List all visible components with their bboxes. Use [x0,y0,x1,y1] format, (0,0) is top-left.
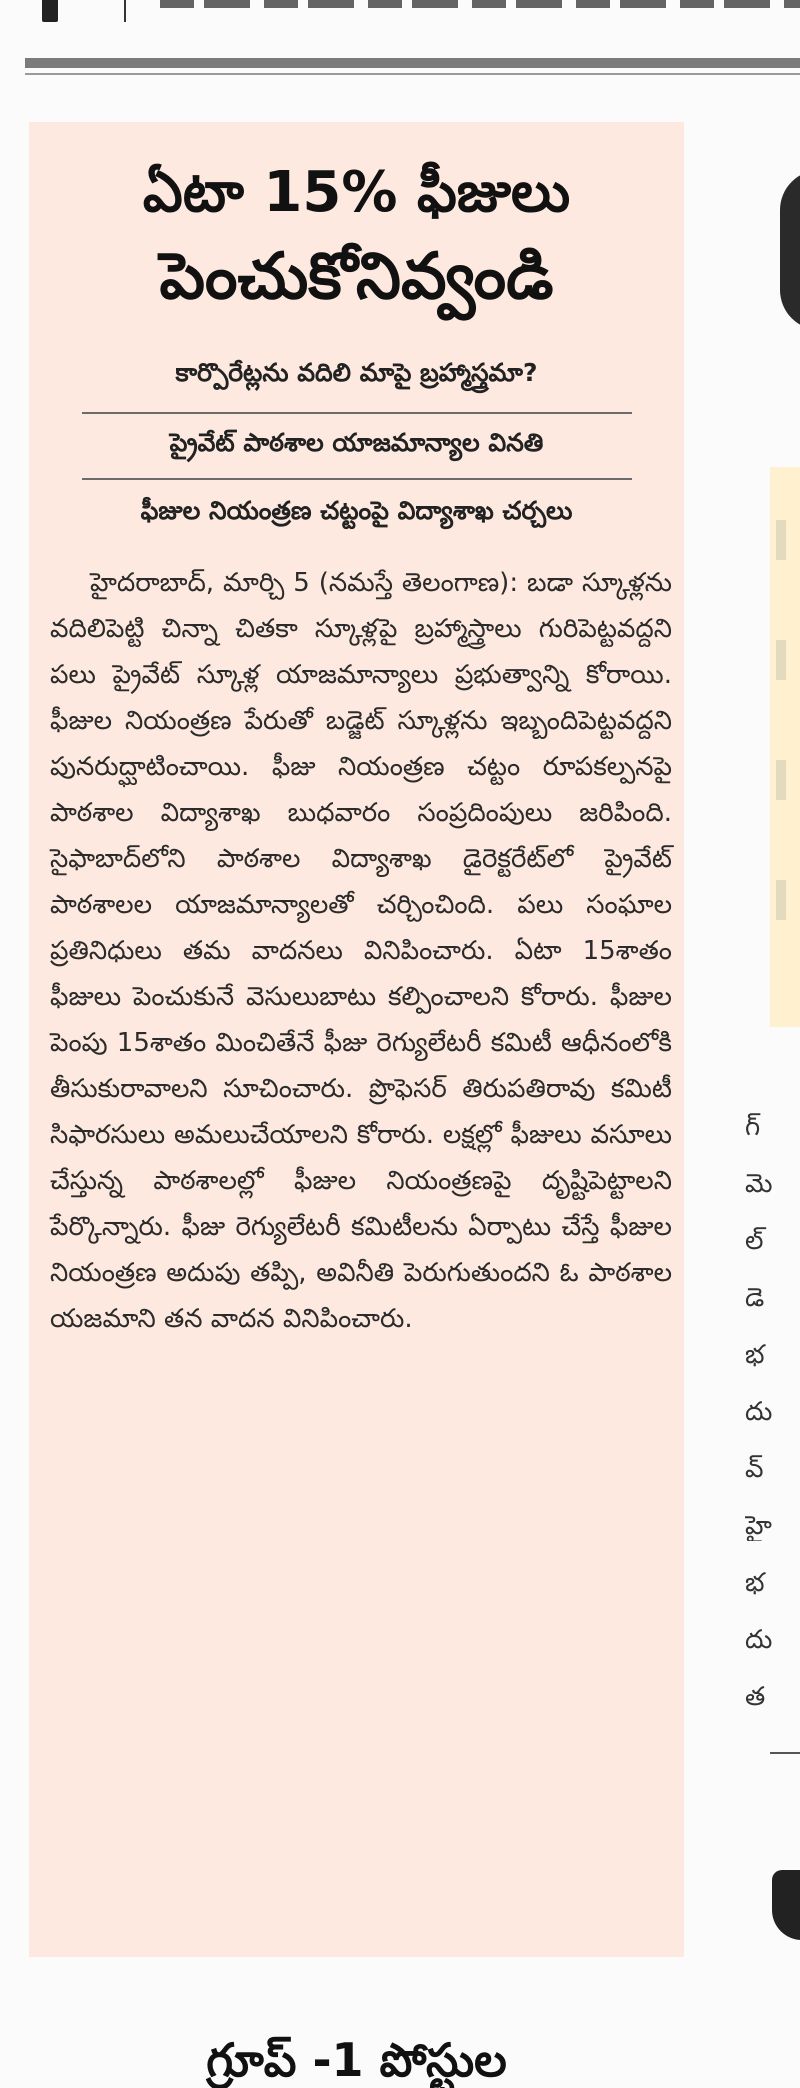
cropped-text-fragment: డె [745,1283,765,1313]
cropped-box-text [776,520,786,560]
cropped-text-fragment: దు [745,1625,773,1655]
headline-line-1: ఏటా 15% ఫీజులు [142,160,571,225]
next-article-headline: గ్రూప్ -1 పోస్టుల [206,2033,507,2087]
cropped-text-fragment: భ [745,1568,765,1598]
top-strip [0,0,800,30]
subheadline-2: ప్రైవేట్ పాఠశాల యాజమాన్యాల వినతి [169,428,544,457]
article-body: హైదరాబాద్, మార్చి 5 (నమస్తే తెలంగాణ): బడా స్కూళ్లను వదిలిపెట్టి చిన్నా చితకా స్కూళ్లపై బ్రహ్మాస్త్రాలు గురిపెట్టవద్దని పలు ప్రైవేట్ స్కూళ్ల యాజమాన్యాలు ప్రభుత్వాన్ని కోరాయి. ఫీజుల నియంత్రణ పేరుతో బడ్జెట్ స్కూళ్లను ఇబ్బందిపెట్టవద్దని పునరుద్ఘాటించాయి. ఫీజు నియంత్రణ చట్టం రూపకల్పనపై పాఠశాల విద్యాశాఖ బుధవారం సంప్రదింపులు జరిపింది. సైఫాబాద్‌లోని పాఠశాల విద్యాశాఖ డైరెక్టరేట్‌లో ప్రైవేట్ పాఠశాలల యాజమాన్యాలతో చర్చించింది. పలు సంఘాల ప్రతినిధులు తమ వాదనలు వినిపించారు. ఏటా 15శాతం ఫీజులు పెంచుకునే వెసులుబాటు కల్పించాలని కోరారు. ఫీజుల పెంపు 15శాతం మించితేనే ఫీజు రెగ్యులేటరీ కమిటీ ఆధీనంలోకి తీసుకురావాలని సూచించారు. ప్రొఫెసర్ తిరుపతిరావు కమిటీ సిఫారసులు అమలుచేయాలని కోరారు. లక్షల్లో ఫీజులు వసూలు చేస్తున్న పాఠశాలల్లో ఫీజుల నియంత్రణపై దృష్టిపెట్టాలని పేర్కొన్నారు. ఫీజు రెగ్యులేటరీ కమిటీలను ఏర్పాటు చేస్తే ఫీజుల నియంత్రణ అదుపు తప్పి, అవినీతి పెరుగుతుందని ఓ పాఠశాల యజమాని తన వాదన వినిపించారు. [50,568,672,1334]
cropped-text-fragment: హై [745,1511,772,1541]
cropped-text-fragment: మె [745,1169,773,1199]
cropped-text-fragment: గ్ [745,1112,761,1142]
subheadline-divider [82,412,632,414]
cropped-box-text [776,880,786,920]
cropped-text-fragment: భ [745,1340,765,1370]
cropped-text-fragment: వ్ [745,1454,764,1484]
page-rule-thick [25,58,800,68]
subheadline-divider [82,478,632,480]
clipped-header-text [160,0,800,8]
subheadline-3: ఫీజుల నియంత్రణ చట్టంపై విద్యాశాఖ చర్చలు [140,496,573,525]
page-rule-thin [25,73,800,75]
subheadline-1: కార్పొరేట్లను వదిలి మాపై బ్రహ్మాస్త్రమా? [175,358,538,387]
cropped-box-text [776,760,786,800]
header-divider [124,0,126,22]
page-number-mark [42,0,58,22]
headline-line-2: పెంచుకోనివ్వండి [159,240,554,314]
cropped-text-fragment: త [745,1682,766,1712]
cropped-box-text [776,640,786,680]
column-rule [770,1752,800,1754]
news-article [29,122,684,2087]
cropped-text-fragment: దు [745,1397,773,1427]
cropped-text-fragment: ల్ [745,1226,764,1256]
cropped-headline-glyph [780,170,800,330]
